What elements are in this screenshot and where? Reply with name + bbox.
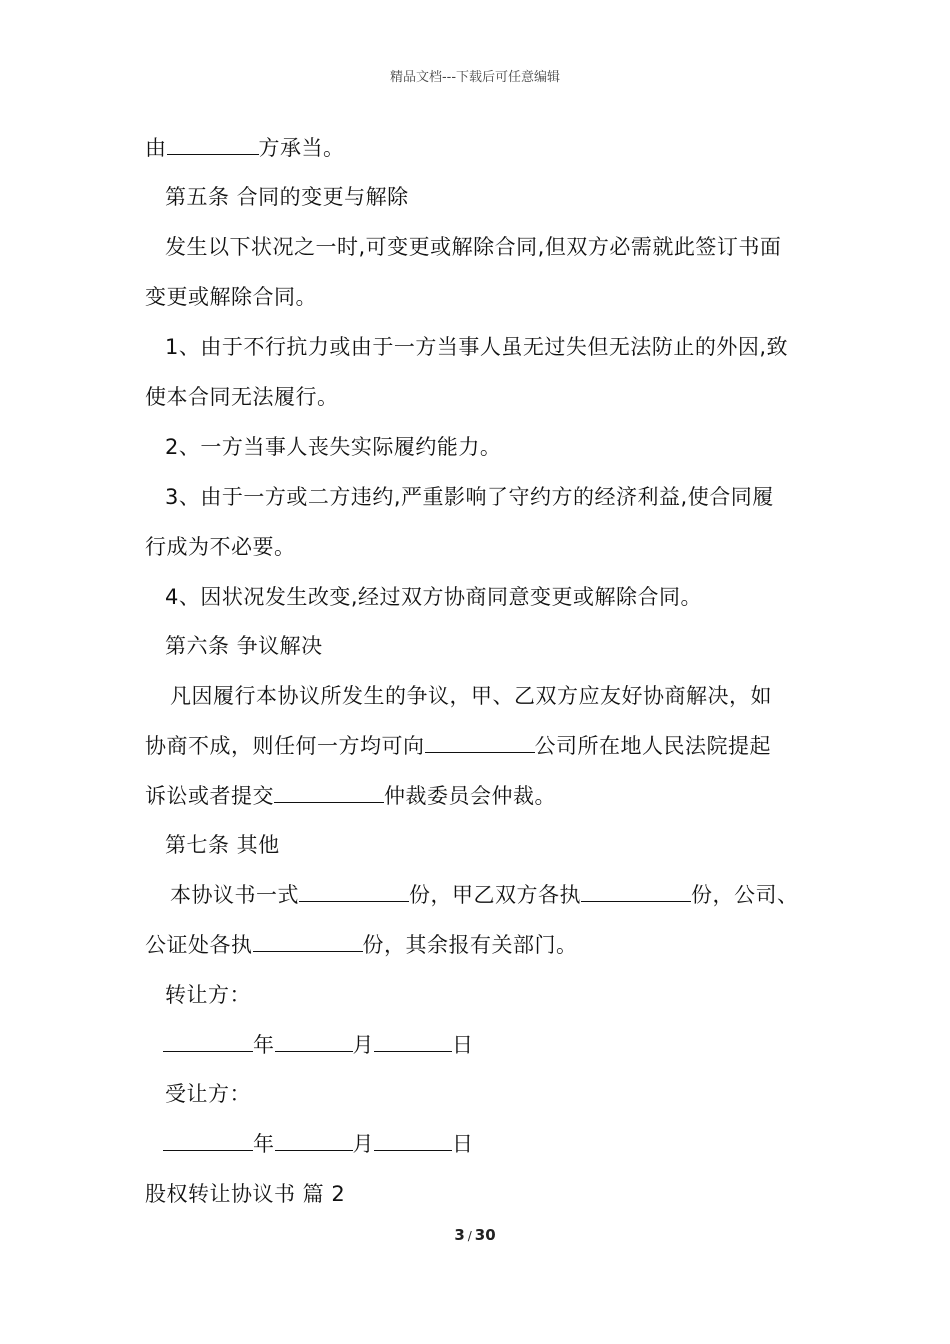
date-unit: 月 [352,1132,374,1156]
paragraph-line: 凡因履行本协议所发生的争议，甲、乙双方应友好协商解决，如 [170,684,772,708]
fill-blank [374,1031,452,1052]
text-line [145,134,345,162]
date-unit: 月 [352,1033,374,1057]
date-unit: 日 [452,1033,474,1057]
signature-label-transferor: 转让方： [165,983,251,1007]
text-segment: 仲裁委员会仲裁。 [384,784,556,808]
fill-blank [274,782,384,803]
fill-blank [253,931,363,952]
text-segment: 协商不成，则任何一方均可向 [145,734,425,758]
date-line [163,1130,474,1158]
fill-blank [163,1031,253,1052]
signature-label-transferee: 受让方： [165,1082,251,1106]
page-header: 精品文档---下载后可任意编辑 [389,70,561,85]
date-unit: 日 [452,1132,474,1156]
fill-blank [425,732,535,753]
fill-blank [167,134,259,155]
paragraph-line [145,782,556,810]
paragraph-line: 发生以下状况之一时,可变更或解除合同,但双方必需就此签订书面 [165,235,782,259]
article-heading: 第五条 合同的变更与解除 [165,185,409,209]
paragraph-line: 1、由于不行抗力或由于一方当事人虽无过失但无法防止的外因,致 [165,335,789,359]
section-title: 股权转让协议书 篇 2 [145,1182,346,1206]
paragraph-line [145,931,578,959]
fill-blank [581,881,691,902]
fill-blank [275,1130,353,1151]
text-segment: 份，其余报有关部门。 [362,933,578,957]
text-segment: 公证处各执 [145,933,253,957]
text-segment: 诉讼或者提交 [145,784,274,808]
text-segment: 份，甲乙双方各执 [409,883,581,907]
article-heading: 第六条 争议解决 [165,634,323,658]
page-total: 30 [474,1226,496,1244]
page-number [0,1226,950,1244]
paragraph-line: 3、由于一方或二方违约,严重影响了守约方的经济利益,使合同履 [165,485,774,509]
text-segment: 由 [145,136,167,160]
date-unit: 年 [253,1033,275,1057]
article-heading: 第七条 其他 [165,833,280,857]
paragraph-line: 4、因状况发生改变,经过双方协商同意变更或解除合同。 [165,585,703,609]
paragraph-line [170,881,799,909]
paragraph-line: 变更或解除合同。 [145,285,317,309]
fill-blank [374,1130,452,1151]
fill-blank [299,881,409,902]
text-segment: 本协议书一式 [170,883,299,907]
text-segment: 公司所在地人民法院提起 [534,734,771,758]
paragraph-line: 行成为不必要。 [145,535,296,559]
paragraph-line: 使本合同无法履行。 [145,385,339,409]
fill-blank [163,1130,253,1151]
date-unit: 年 [253,1132,275,1156]
date-line [163,1031,474,1059]
paragraph-line: 2、一方当事人丧失实际履约能力。 [165,435,502,459]
fill-blank [275,1031,353,1052]
text-segment: 份，公司、 [691,883,799,907]
page-current: 3 [454,1226,465,1244]
page-separator: / [467,1229,472,1243]
text-segment: 方承当。 [258,136,345,160]
paragraph-line [145,732,771,760]
